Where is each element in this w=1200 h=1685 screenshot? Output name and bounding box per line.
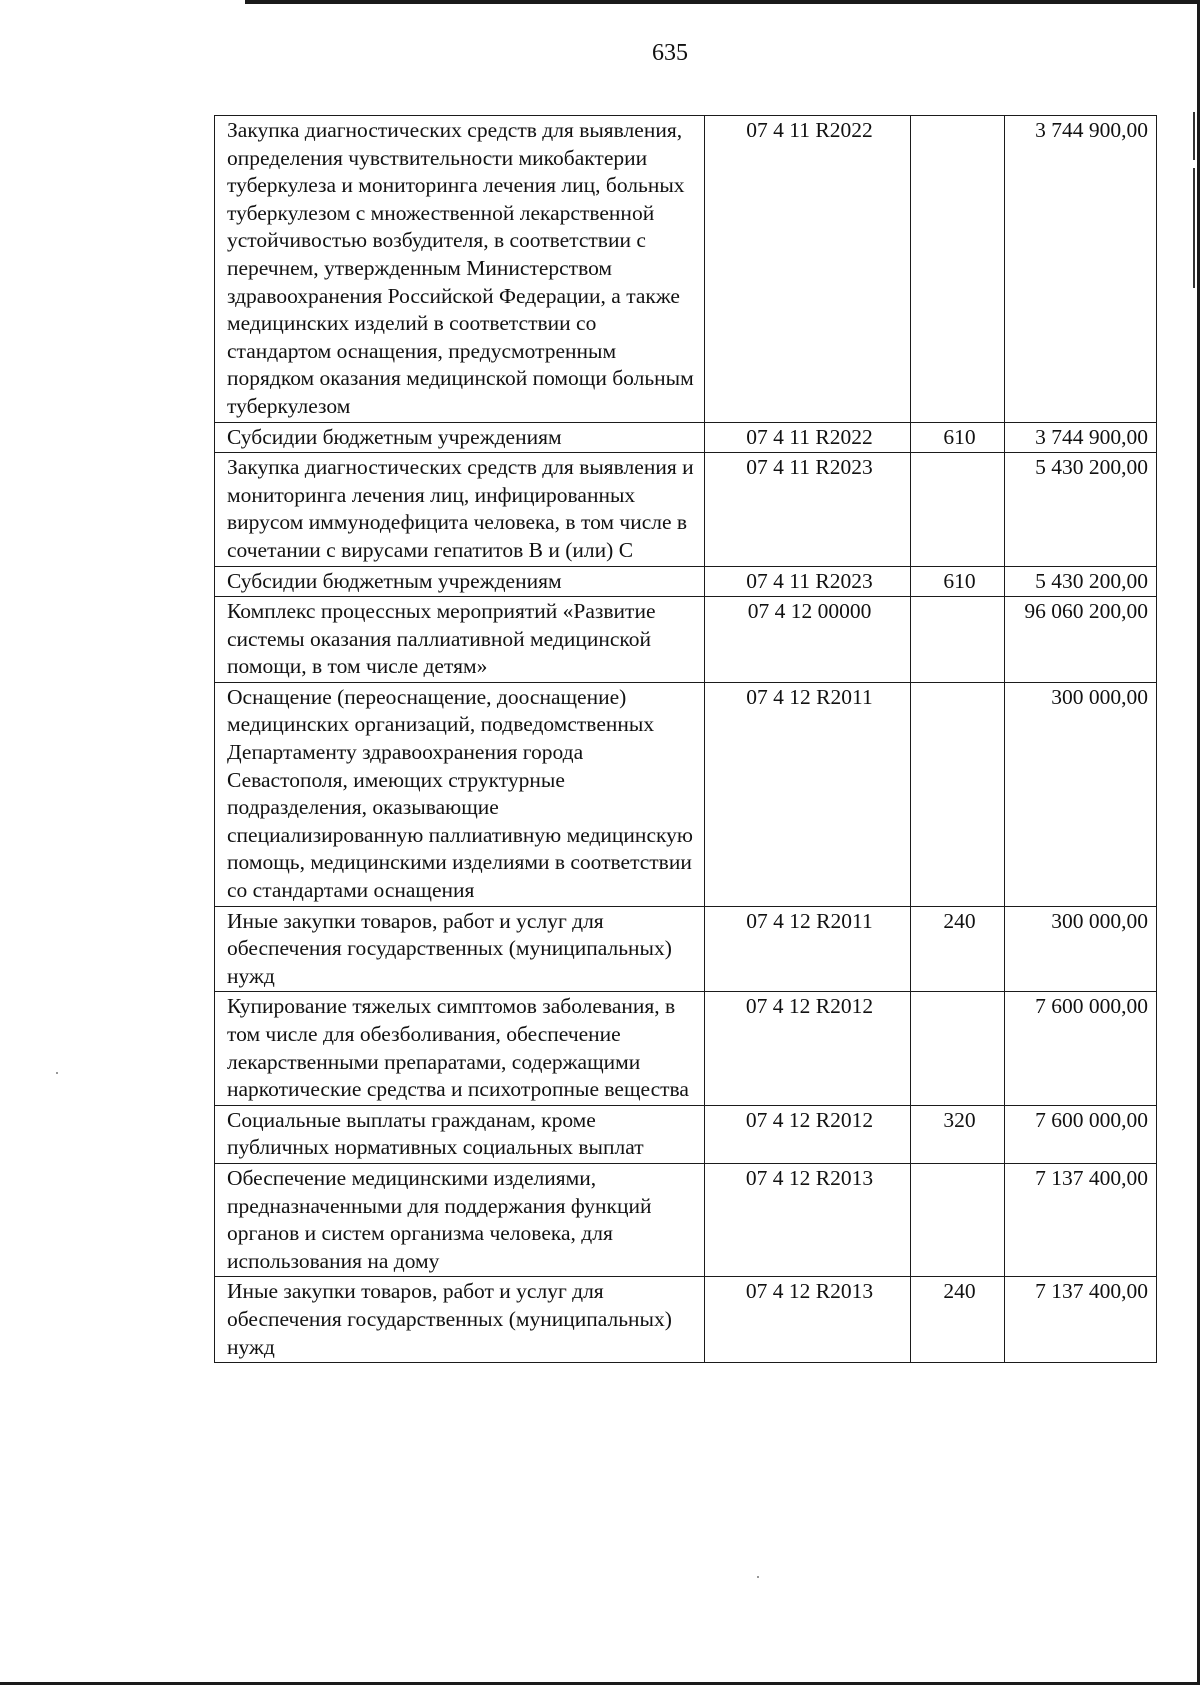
row-name-cell: Иные закупки товаров, работ и услуг для обеспечения государственных (муниципальных) нужд [215,1277,705,1363]
row-sum-cell: 300 000,00 [1005,682,1157,906]
row-name-cell: Закупка диагностических средств для выявления, определения чувствительности микобактерии туберкулеза и мониторинга лечения лиц, больных туберкулезом с множественной лекарственной устойчивостью возбудителя, в соответствии с перечнем, утвержденным Министерством здравоохранения Российской Федерации, а также медицинских изделий в соответствии со стандартом оснащения, предусмотренным порядком оказания медицинской помощи больным туберкулезом [215,116,705,423]
row-type-cell: 610 [911,422,1005,453]
scan-speck [757,1576,759,1578]
row-sum-cell: 5 430 200,00 [1005,566,1157,597]
row-code-cell: 07 4 12 R2012 [705,992,911,1105]
row-name-cell: Оснащение (переоснащение, дооснащение) медицинских организаций, подведомственных Департаменту здравоохранения города Севастополя, имеющих структурные подразделения, оказывающие специализированную паллиативную медицинскую помощь, медицинскими изделиями в соответствии со стандартами оснащения [215,682,705,906]
table-row [215,422,1157,453]
row-sum-cell: 5 430 200,00 [1005,453,1157,566]
row-name-cell: Закупка диагностических средств для выявления и мониторинга лечения лиц, инфицированных вирусом иммунодефицита человека, в том числе в сочетании с вирусами гепатитов B и (или) C [215,453,705,566]
row-code-cell: 07 4 11 R2023 [705,453,911,566]
row-code-cell: 07 4 11 R2022 [705,422,911,453]
row-sum-cell: 7 137 400,00 [1005,1277,1157,1363]
row-name-cell: Комплекс процессных мероприятий «Развитие системы оказания паллиативной медицинской помощи, в том числе детям» [215,597,705,683]
table-row [215,682,1157,906]
table-row [215,1105,1157,1163]
row-sum-cell: 7 600 000,00 [1005,1105,1157,1163]
row-sum-cell: 3 744 900,00 [1005,116,1157,423]
row-name-cell: Купирование тяжелых симптомов заболевания, в том числе для обезболивания, обеспечение лекарственными препаратами, содержащими наркотические средства и психотропные вещества [215,992,705,1105]
row-sum-cell: 3 744 900,00 [1005,422,1157,453]
row-sum-cell: 7 137 400,00 [1005,1163,1157,1276]
row-name-cell: Субсидии бюджетным учреждениям [215,566,705,597]
row-type-cell [911,1163,1005,1276]
table-row [215,116,1157,423]
table-row [215,566,1157,597]
budget-table [214,115,1157,1363]
row-type-cell: 610 [911,566,1005,597]
table-row [215,992,1157,1105]
row-sum-cell: 7 600 000,00 [1005,992,1157,1105]
row-type-cell [911,116,1005,423]
row-type-cell: 240 [911,906,1005,992]
scan-speck [56,1072,58,1074]
row-name-cell: Иные закупки товаров, работ и услуг для обеспечения государственных (муниципальных) нужд [215,906,705,992]
row-type-cell: 320 [911,1105,1005,1163]
table-row [215,597,1157,683]
page-number: 635 [652,40,688,66]
row-type-cell [911,597,1005,683]
row-type-cell [911,453,1005,566]
row-code-cell: 07 4 12 00000 [705,597,911,683]
row-code-cell: 07 4 12 R2011 [705,906,911,992]
row-type-cell [911,992,1005,1105]
table-row [215,906,1157,992]
row-type-cell [911,682,1005,906]
row-name-cell: Социальные выплаты гражданам, кроме публичных нормативных социальных выплат [215,1105,705,1163]
row-code-cell: 07 4 12 R2013 [705,1163,911,1276]
row-name-cell: Обеспечение медицинскими изделиями, предназначенными для поддержания функций органов и систем организма человека, для использования на дому [215,1163,705,1276]
row-code-cell: 07 4 11 R2023 [705,566,911,597]
row-code-cell: 07 4 12 R2011 [705,682,911,906]
table-row [215,1277,1157,1363]
scan-mark [1193,168,1195,288]
table-row [215,1163,1157,1276]
scan-mark [1193,112,1195,160]
row-name-cell: Субсидии бюджетным учреждениям [215,422,705,453]
scan-border-top [245,0,1200,4]
row-code-cell: 07 4 11 R2022 [705,116,911,423]
row-sum-cell: 300 000,00 [1005,906,1157,992]
row-code-cell: 07 4 12 R2013 [705,1277,911,1363]
row-code-cell: 07 4 12 R2012 [705,1105,911,1163]
row-sum-cell: 96 060 200,00 [1005,597,1157,683]
row-type-cell: 240 [911,1277,1005,1363]
table-row [215,453,1157,566]
